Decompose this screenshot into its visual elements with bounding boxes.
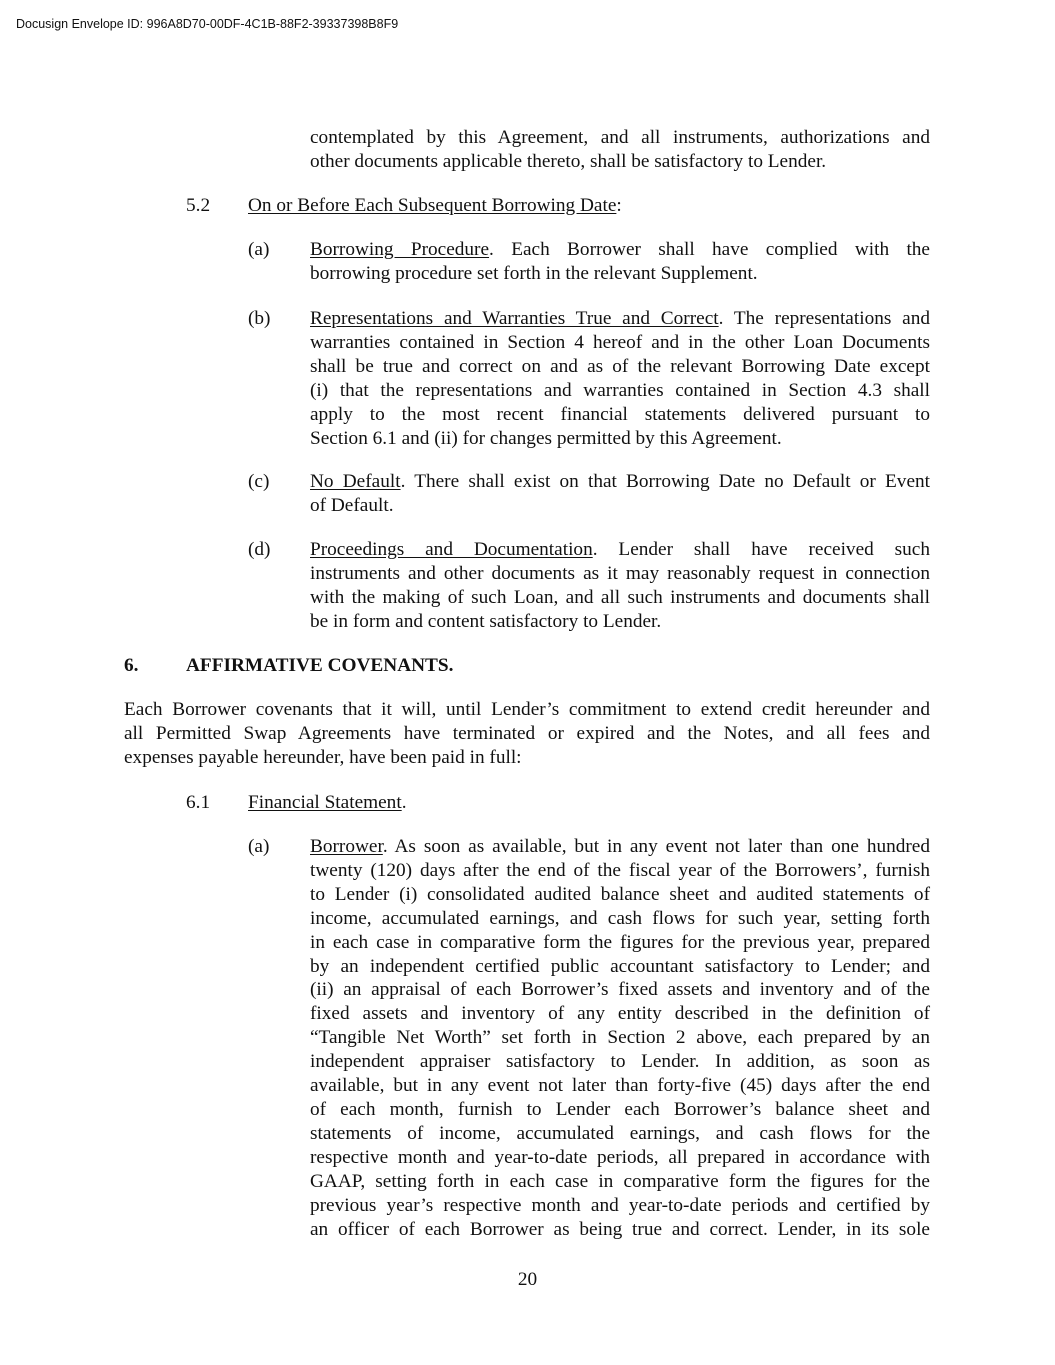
text-line: “Tangible Net Worth” set forth in Section 2 above, each prepared by an xyxy=(310,1027,930,1049)
text-line: Each Borrower covenants that it will, until Lender’s commitment to extend credit hereunder and xyxy=(124,699,930,720)
text-line: by an independent certified public accountant satisfactory to Lender; and xyxy=(310,955,930,977)
envelope-id-header: Docusign Envelope ID: 996A8D70-00DF-4C1B-88F2-39337398B8F9 xyxy=(16,17,399,31)
item-paragraph: No Default. There shall exist on that Borrowing Date no Default or Event of Default. xyxy=(310,471,930,516)
text-line: fixed assets and inventory of any entity described in the definition of xyxy=(310,1003,930,1025)
text-line: to Lender (i) consolidated audited balance sheet and audited statements of xyxy=(310,883,930,905)
text-line: be in form and content satisfactory to Lender. xyxy=(310,610,662,632)
text-line: expenses payable hereunder, have been paid in full: xyxy=(124,746,522,768)
text-line: an officer of each Borrower as being true and correct. Lender, in its sole xyxy=(310,1218,930,1240)
section-title: On or Before Each Subsequent Borrowing Date xyxy=(248,195,617,216)
text-line: (i) that the representations and warranties contained in Section 4.3 shall xyxy=(310,379,930,401)
section-title: Financial Statement xyxy=(248,792,402,813)
text-line: of each month, furnish to Lender each Borrower’s balance sheet and xyxy=(310,1098,930,1120)
item-heading: Representations and Warranties True and Correct xyxy=(310,308,719,329)
text-line: available, but in any event not later than forty-five (45) days after the end xyxy=(310,1075,930,1097)
text-line: respective month and year-to-date periods, all prepared in accordance with xyxy=(310,1146,930,1168)
intro-paragraph xyxy=(310,126,930,174)
section-number: 6. xyxy=(124,655,139,676)
item-paragraph: Representations and Warranties True and Correct. The representations and warranties contained in Section 4 hereof and in the other Loan Documents shall be true and correct on and as of the relevant Borrowing Date except (i) that the representations and warranties contained in Section 4.3 shall apply to the most recent financial statements delivered pursuant to Section 6.1 and (ii) for changes permitted by this Agreement. xyxy=(310,308,930,449)
text-line: (ii) an appraisal of each Borrower’s fixed assets and inventory and of the xyxy=(310,979,930,1001)
item-heading: No Default xyxy=(310,471,401,492)
page-number: 20 xyxy=(517,1269,538,1290)
text-line: income, accumulated earnings, and cash flows for such year, setting forth xyxy=(310,907,930,929)
item-paragraph: Borrower. As soon as available, but in any event not later than one hundred twenty (120) days after the end of the fiscal year of the Borrowers’, furnish to Lender (i) consolidated audited balance sheet and audited statements of income, accumulated earnings, and cash flows for such year, setting forth in each case in comparative form the figures for the previous year, prepared by an independent certified public accountant satisfactory to Lender; and (ii) an appraisal of each Borrower’s fixed assets and inventory and of the fixed assets and inventory of any entity described in the definition of “Tangible Net Worth” set forth in Section 2 above, each prepared by an independent appraiser satisfactory to Lender. In addition, as soon as available, but in any event not later than forty-five (45) days after the end of each month, furnish to Lender each Borrower’s balance sheet and statements of income, accumulated earnings, and cash flows for the respective month and year-to-date periods, all prepared in accordance with GAAP, setting forth in each case in comparative form the figures for the previous year’s respective month and year-to-date periods and certified by an officer of each Borrower as being true and correct. Lender, in its sole xyxy=(310,836,930,1240)
section-paragraph xyxy=(124,698,930,770)
text-line: all Permitted Swap Agreements have terminated or expired and the Notes, and all fees and xyxy=(124,722,930,744)
item-heading: Borrowing Procedure xyxy=(310,239,490,260)
text-line: GAAP, setting forth in each case in comparative form the figures for the xyxy=(310,1170,930,1192)
text-line: independent appraiser satisfactory to Lender. In addition, as soon as xyxy=(310,1051,930,1073)
item-label: (a) xyxy=(248,836,270,857)
item-label: (a) xyxy=(248,239,270,260)
text-line: twenty (120) days after the end of the fiscal year of the Borrowers’, furnish xyxy=(310,859,930,881)
item-label: (b) xyxy=(248,308,271,329)
text-line: other documents applicable thereto, shall be satisfactory to Lender. xyxy=(310,150,827,172)
text-line: instruments and other documents as it may reasonably request in connection xyxy=(310,562,930,584)
item-heading: Proceedings and Documentation xyxy=(310,539,593,560)
text-line: apply to the most recent financial statements delivered pursuant to xyxy=(310,403,930,425)
section-heading: On or Before Each Subsequent Borrowing Date: xyxy=(248,195,622,216)
text-line: borrowing procedure set forth in the relevant Supplement. xyxy=(310,262,758,284)
item-heading: Borrower xyxy=(310,836,383,857)
text-line: with the making of such Loan, and all such instruments and documents shall xyxy=(310,586,930,608)
text-line: shall be true and correct on and as of the relevant Borrowing Date except xyxy=(310,355,930,377)
text-line: of Default. xyxy=(310,494,394,516)
item-label: (c) xyxy=(248,471,270,492)
text-line: previous year’s respective month and year-to-date periods and certified by xyxy=(310,1194,930,1216)
text-line: statements of income, accumulated earnings, and cash flows for the xyxy=(310,1122,930,1144)
text-line: Section 6.1 and (ii) for changes permitted by this Agreement. xyxy=(310,427,782,449)
section-number: 5.2 xyxy=(186,195,211,216)
text-line: in each case in comparative form the figures for the previous year, prepared xyxy=(310,931,930,953)
section-heading: Financial Statement. xyxy=(248,792,407,813)
item-label: (d) xyxy=(248,539,271,560)
item-paragraph: Proceedings and Documentation. Lender shall have received such instruments and other documents as it may reasonably request in connection with the making of such Loan, and all such instruments and documents shall be in form and content satisfactory to Lender. xyxy=(310,539,930,632)
text-line: warranties contained in Section 4 hereof and in the other Loan Documents xyxy=(310,331,930,353)
section-title: AFFIRMATIVE COVENANTS. xyxy=(186,655,454,676)
item-paragraph: Borrowing Procedure. Each Borrower shall have complied with the borrowing procedure set forth in the relevant Supplement. xyxy=(310,239,930,284)
section-number: 6.1 xyxy=(186,792,211,813)
text-line: contemplated by this Agreement, and all instruments, authorizations and xyxy=(310,127,930,148)
